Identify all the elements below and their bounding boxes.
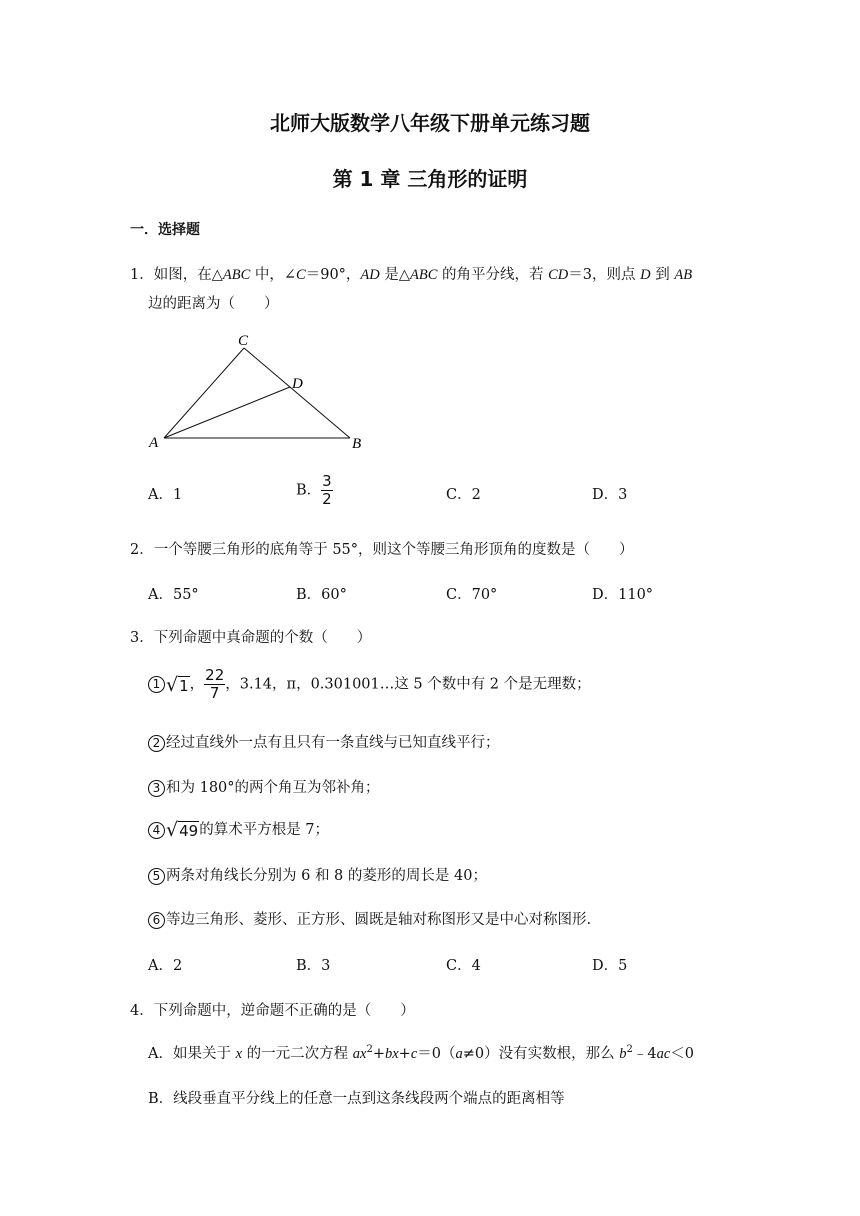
text: 如图，在△ [153,267,223,283]
triangle-figure [140,328,380,458]
math-var: bx [384,1046,399,1062]
label-b: B [352,436,362,452]
text: A．如果关于 [148,1046,236,1062]
question-1-line-1 [130,263,692,284]
q3-option-c: C．4 [446,958,481,974]
numerator: 3 [322,472,332,490]
circled-number: 5 [148,868,165,885]
math-var: ABC [222,267,251,283]
statement-1 [148,667,591,702]
q4-option-a [148,1042,694,1063]
statement-6 [148,908,591,929]
math-var: AD [360,267,380,283]
option-label: B． [296,482,322,499]
math-var: x [235,1046,243,1062]
q2-option-d: D．110° [592,587,654,603]
q2-option-c: C．70° [446,587,498,603]
text: 的角平分线，若 [437,267,549,283]
radicand: 1 [179,676,189,695]
text: ＝0（ [417,1046,456,1062]
bisector-ad [164,387,290,438]
math-var: a [455,1046,463,1062]
square-root: √1 [166,673,189,696]
text: 两条对角线长分别为 6 和 8 的菱形的周长是 40； [166,868,487,884]
text: 等边三角形、菱形、正方形、圆既是轴对称图形又是中心对称图形. [166,912,592,928]
q1-option-c: C．2 [446,487,481,503]
math-var: ac [656,1046,671,1062]
statement-4 [148,818,329,841]
square-root: √49 [166,819,199,841]
exponent: 2 [366,1044,373,1056]
question-1-line-2: 边的距离为（ ） [148,296,279,312]
text: ， [189,676,205,693]
text: ，3.14，π，0.301001…这 5 个数中有 2 个是无理数； [225,676,591,693]
denominator: 2 [322,490,332,508]
text: 到 [650,267,675,283]
label-c: C [238,333,249,349]
math-var: C [296,267,306,283]
circled-number: 1 [148,676,165,693]
text: 的一元二次方程 [242,1046,353,1062]
q1-option-b [296,473,333,508]
label-a: A [149,435,159,451]
fraction [204,667,225,702]
math-var: ABC [410,267,438,283]
question-4: 4．下列命题中，逆命题不正确的是（ ） [130,1003,415,1019]
text: ＜0 [670,1046,694,1062]
text: ≠0）没有实数根，那么 [462,1046,620,1062]
side-ac [164,348,244,438]
section-heading: 一．选择题 [130,222,200,238]
circled-number: 2 [148,735,165,752]
text: ﹣4 [632,1046,657,1062]
text: 是△ [379,267,411,283]
q1-option-a: A．1 [148,487,183,503]
denominator: 7 [209,684,220,702]
text: ＝3，则点 [568,267,641,283]
question-3: 3．下列命题中真命题的个数（ ） [130,630,372,646]
math-var: c [410,1046,418,1062]
radicand: 49 [179,822,199,840]
q3-option-b: B．3 [296,958,331,974]
math-var: CD [548,267,569,283]
q3-option-a: A．2 [148,958,183,974]
math-var: b [619,1046,627,1062]
text: 经过直线外一点有且只有一条直线与已知直线平行； [166,735,500,751]
text: 中，∠ [250,267,297,283]
circled-number: 4 [148,822,165,839]
question-2: 2．一个等腰三角形的底角等于 55°，则这个等腰三角形顶角的度数是（ ） [130,542,634,558]
math-var: AB [674,267,693,283]
numerator: 22 [205,666,225,684]
label-d: D [292,376,303,392]
page-title: 北师大版数学八年级下册单元练习题 [270,111,590,135]
text: + [398,1046,411,1062]
q4-option-b: B．线段垂直平分线上的任意一点到这条线段两个端点的距离相等 [148,1091,565,1107]
text: + [372,1046,385,1062]
q1-option-d: D．3 [592,487,628,503]
fraction [321,473,333,508]
math-var: D [640,267,651,283]
chapter-title: 第 1 章 三角形的证明 [332,167,528,191]
q3-option-d: D．5 [592,958,628,974]
q2-option-a: A．55° [148,587,199,603]
statement-2 [148,731,500,752]
side-cb [244,348,350,438]
math-var: ax [352,1046,367,1062]
circled-number: 3 [148,780,165,797]
circled-number: 6 [148,912,165,929]
q2-option-b: B．60° [296,587,347,603]
statement-3 [148,776,380,797]
question-number: 1． [130,267,154,283]
exponent: 2 [626,1044,633,1056]
text: 的算术平方根是 7； [199,822,330,838]
statement-5 [148,864,487,885]
text: 和为 180°的两个角互为邻补角； [166,780,380,796]
text: ＝90°， [305,267,361,283]
